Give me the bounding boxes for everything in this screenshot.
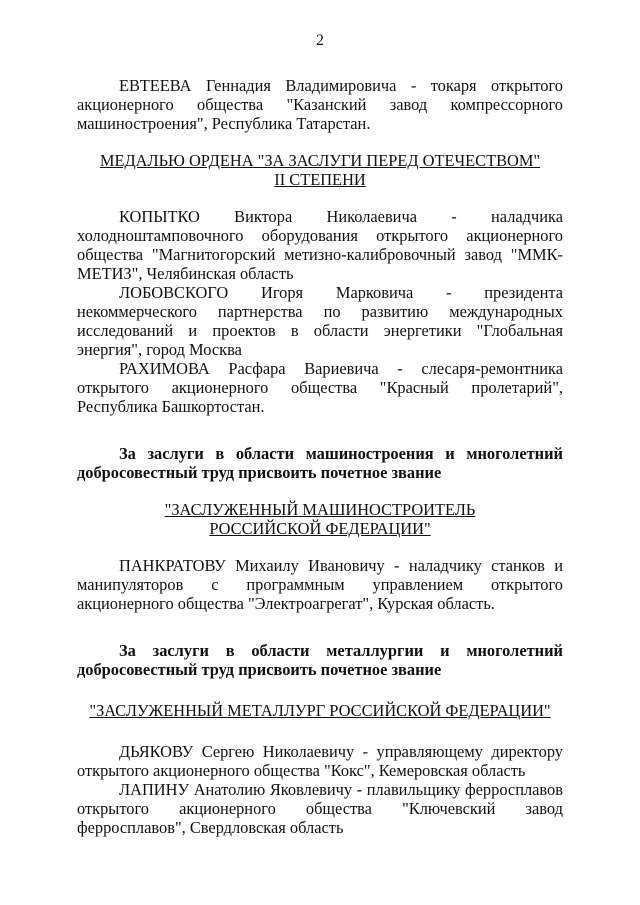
recipient-name: КОПЫТКО [119, 207, 200, 226]
award-entry [77, 76, 563, 133]
recipient-details: Сергею Николаевичу - управляющему директору открытого акционерного общества "Кокс", Кемеровская область [77, 742, 563, 780]
title-heading-line2: РОССИЙСКОЙ ФЕДЕРАЦИИ" [209, 519, 431, 538]
award-entry [77, 742, 563, 780]
medal-heading-line1: МЕДАЛЬЮ ОРДЕНА "ЗА ЗАСЛУГИ ПЕРЕД ОТЕЧЕСТВОМ" [99, 151, 541, 170]
recipient-name: ЛАПИНУ [119, 780, 190, 799]
recipient-name: РАХИМОВА [119, 359, 210, 378]
recipient-name: ЛОБОВСКОГО [119, 283, 229, 302]
title-heading: "ЗАСЛУЖЕННЫЙ МЕТАЛЛУРГ РОССИЙСКОЙ ФЕДЕРАЦИИ" [89, 701, 551, 720]
award-entry [77, 359, 563, 416]
recipient-name: ДЬЯКОВУ [119, 742, 194, 761]
award-entry [77, 207, 563, 283]
recipient-details: Расфара Вариевича - слесаря-ремонтника открытого акционерного общества "Красный пролетарий", Республика Башкортостан. [77, 359, 563, 416]
recipient-name: ПАНКРАТОВУ [119, 556, 226, 575]
recipient-details: Геннадия Владимировича - токаря открытого акционерного общества "Казанский завод компрессорного машиностроения", Республика Татарстан. [77, 76, 563, 133]
award-entry [77, 780, 563, 837]
page-number: 2 [316, 32, 324, 49]
recipient-name: ЕВТЕЕВА [119, 76, 192, 95]
award-intro-line1: За заслуги в области металлургии и многолетний [119, 641, 563, 660]
award-intro-line2: добросовестный труд присвоить почетное звание [77, 660, 442, 679]
award-entry [77, 556, 563, 613]
title-heading-line1: "ЗАСЛУЖЕННЫЙ МАШИНОСТРОИТЕЛЬ [164, 500, 476, 519]
recipient-details: Виктора Николаевича - наладчика холодноштамповочного оборудования открытого акционерного общества "Магнитогорский метизно-калибровочный завод "ММК-МЕТИЗ", Челябинская область [77, 207, 563, 283]
award-entry [77, 283, 563, 359]
recipient-details: Игоря Марковича - президента некоммерческого партнерства по развитию международных исследований и проектов в области энергетики "Глобальная энергия", город Москва [77, 283, 563, 359]
document-body [77, 76, 563, 837]
award-intro-line1: За заслуги в области машиностроения и многолетний [119, 444, 563, 463]
recipient-details: Михаилу Ивановичу - наладчику станков и манипуляторов с программным управлением открытого акционерного общества "Электроагрегат", Курская область. [77, 556, 563, 613]
recipient-details: Анатолию Яковлевичу - плавильщику ферросплавов открытого акционерного общества "Ключевский завод ферросплавов", Свердловская область [77, 780, 563, 837]
medal-heading-line2: II СТЕПЕНИ [274, 170, 366, 189]
award-intro-line2: добросовестный труд присвоить почетное звание [77, 463, 442, 482]
